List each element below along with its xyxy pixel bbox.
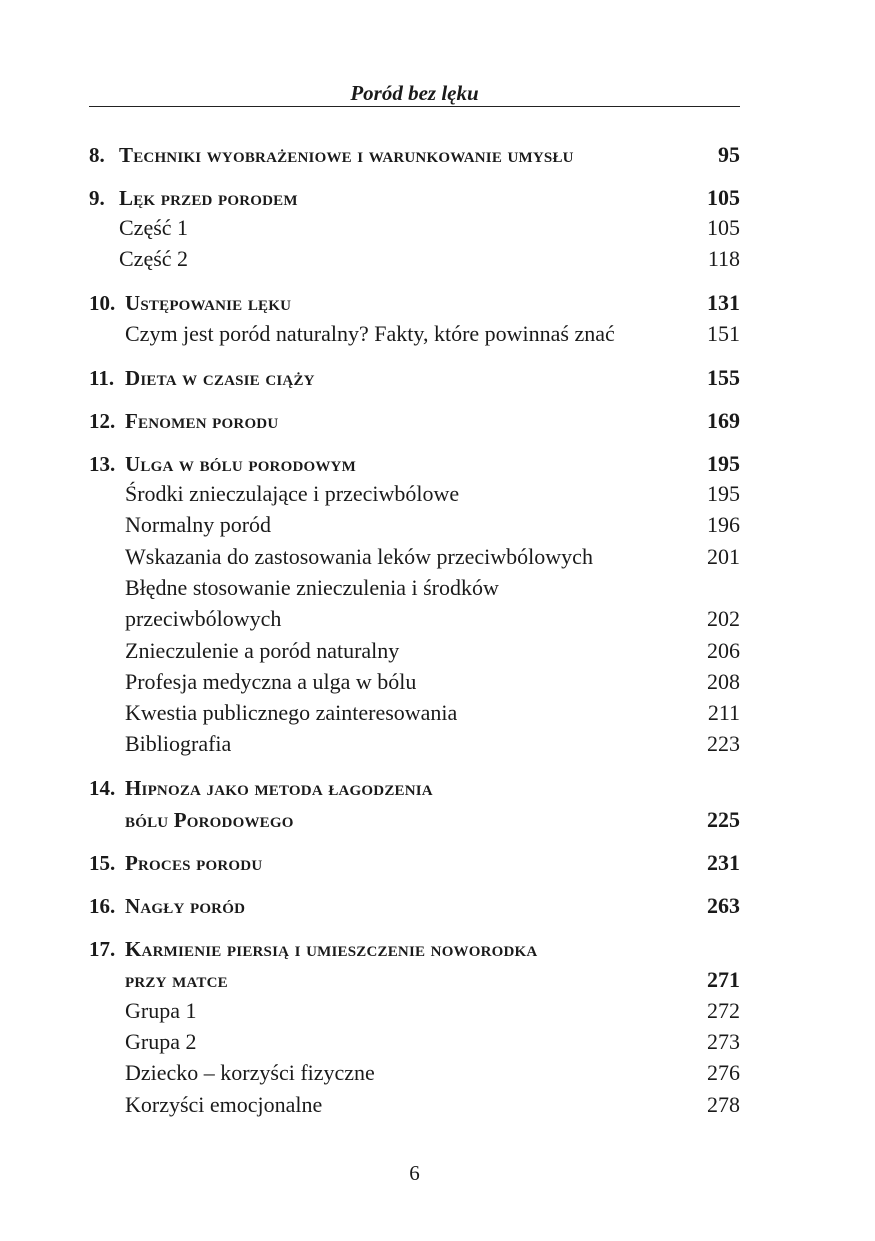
toc-chapter-12[interactable] (89, 406, 740, 436)
chapter-title: Karmienie piersią i umieszczenie noworodka (125, 937, 538, 961)
toc-subentry[interactable] (89, 996, 740, 1026)
toc-subentry-continued[interactable] (89, 604, 740, 634)
subentry-page: 118 (707, 246, 740, 271)
subentry-title: Grupa 2 (125, 1029, 197, 1054)
subentry-title: Wskazania do zastosowania leków przeciwbólowych (125, 544, 593, 569)
subentry-page: 273 (707, 1029, 740, 1054)
chapter-title: Fenomen porodu (125, 409, 279, 433)
chapter-title: Ustępowanie lęku (125, 291, 292, 315)
chapter-page: 155 (707, 365, 740, 390)
toc-subentry[interactable] (89, 319, 740, 349)
toc-chapter-17-continued[interactable] (89, 965, 740, 995)
subentry-page: 208 (707, 669, 740, 694)
toc-chapter-17[interactable] (89, 934, 740, 964)
toc-subentry[interactable] (89, 1090, 740, 1120)
toc-chapter-15[interactable] (89, 848, 740, 878)
subentry-title: Błędne stosowanie znieczulenia i środków (125, 575, 499, 600)
subentry-title: Grupa 1 (125, 998, 197, 1023)
toc-chapter-10[interactable] (89, 288, 740, 318)
subentry-page: 105 (707, 215, 740, 240)
chapter-title: Lęk przed porodem (119, 186, 298, 210)
chapter-page: 195 (707, 451, 740, 476)
toc-subentry[interactable] (89, 479, 740, 509)
subentry-page: 202 (707, 606, 740, 631)
toc-subentry[interactable] (89, 729, 740, 759)
subentry-page: 223 (707, 731, 740, 756)
chapter-title: Hipnoza jako metoda łagodzenia (125, 776, 433, 800)
subentry-title: Czym jest poród naturalny? Fakty, które powinnaś znać (125, 321, 615, 346)
toc-subentry[interactable] (89, 510, 740, 540)
chapter-page: 263 (707, 893, 740, 918)
running-head: Poród bez lęku (350, 81, 479, 105)
subentry-title: Kwestia publicznego zainteresowania (125, 700, 458, 725)
chapter-number: 12. (89, 409, 116, 433)
subentry-title: Bibliografia (125, 731, 232, 756)
chapter-page: 169 (707, 408, 740, 433)
chapter-title-continued: przy matce (125, 968, 228, 992)
chapter-number: 17. (89, 937, 116, 961)
chapter-number: 13. (89, 452, 116, 476)
toc-chapter-11[interactable] (89, 363, 740, 393)
toc-subentry[interactable] (89, 542, 740, 572)
chapter-page: 95 (718, 142, 740, 167)
subentry-title: Dziecko – korzyści fizyczne (125, 1060, 375, 1085)
subentry-page: 276 (707, 1060, 740, 1085)
chapter-page: 271 (707, 967, 740, 992)
toc-chapter-14[interactable] (89, 773, 740, 803)
chapter-title: Techniki wyobrażeniowe i warunkowanie umysłu (119, 143, 574, 167)
subentry-title: Normalny poród (125, 512, 272, 537)
subentry-page: 196 (707, 512, 740, 537)
chapter-number: 16. (89, 894, 116, 918)
toc-subentry[interactable] (89, 213, 740, 243)
chapter-title: Ulga w bólu porodowym (125, 452, 356, 476)
subentry-page: 201 (707, 544, 740, 569)
chapter-title: Proces porodu (125, 851, 263, 875)
toc-subentry[interactable] (89, 667, 740, 697)
chapter-title: Dieta w czasie ciąży (125, 366, 315, 390)
subentry-title: Część 2 (119, 246, 189, 271)
toc-chapter-14-continued[interactable] (89, 805, 740, 835)
subentry-page: 211 (707, 700, 740, 725)
subentry-page: 272 (707, 998, 740, 1023)
chapter-page: 225 (707, 807, 740, 832)
chapter-page: 105 (707, 185, 740, 210)
chapter-title: Nagły poród (125, 894, 246, 918)
chapter-number: 11. (89, 366, 115, 390)
subentry-title: Korzyści emocjonalne (125, 1092, 323, 1117)
subentry-title-continued: przeciwbólowych (125, 606, 282, 631)
toc-subentry[interactable] (89, 573, 740, 603)
toc-subentry[interactable] (89, 636, 740, 666)
toc-chapter-9[interactable] (89, 183, 740, 213)
chapter-page: 131 (707, 290, 740, 315)
chapter-title-continued: bólu Porodowego (125, 808, 294, 832)
subentry-page: 151 (707, 321, 740, 346)
toc-subentry[interactable] (89, 1027, 740, 1057)
toc-chapter-16[interactable] (89, 891, 740, 921)
header-rule (89, 106, 740, 107)
toc-subentry[interactable] (89, 1058, 740, 1088)
subentry-title: Profesja medyczna a ulga w bólu (125, 669, 417, 694)
chapter-number: 15. (89, 851, 116, 875)
chapter-number: 8. (89, 143, 105, 167)
page-number: 6 (409, 1161, 420, 1185)
toc-chapter-8[interactable] (89, 140, 740, 170)
toc-subentry[interactable] (89, 244, 740, 274)
chapter-number: 9. (89, 186, 105, 210)
toc-chapter-13[interactable] (89, 449, 740, 479)
chapter-number: 10. (89, 291, 116, 315)
chapter-page: 231 (707, 850, 740, 875)
toc-subentry[interactable] (89, 698, 740, 728)
chapter-number: 14. (89, 776, 116, 800)
subentry-page: 195 (707, 481, 740, 506)
subentry-title: Znieczulenie a poród naturalny (125, 638, 400, 663)
subentry-title: Część 1 (119, 215, 189, 240)
subentry-title: Środki znieczulające i przeciwbólowe (125, 481, 460, 506)
subentry-page: 206 (707, 638, 740, 663)
subentry-page: 278 (707, 1092, 740, 1117)
